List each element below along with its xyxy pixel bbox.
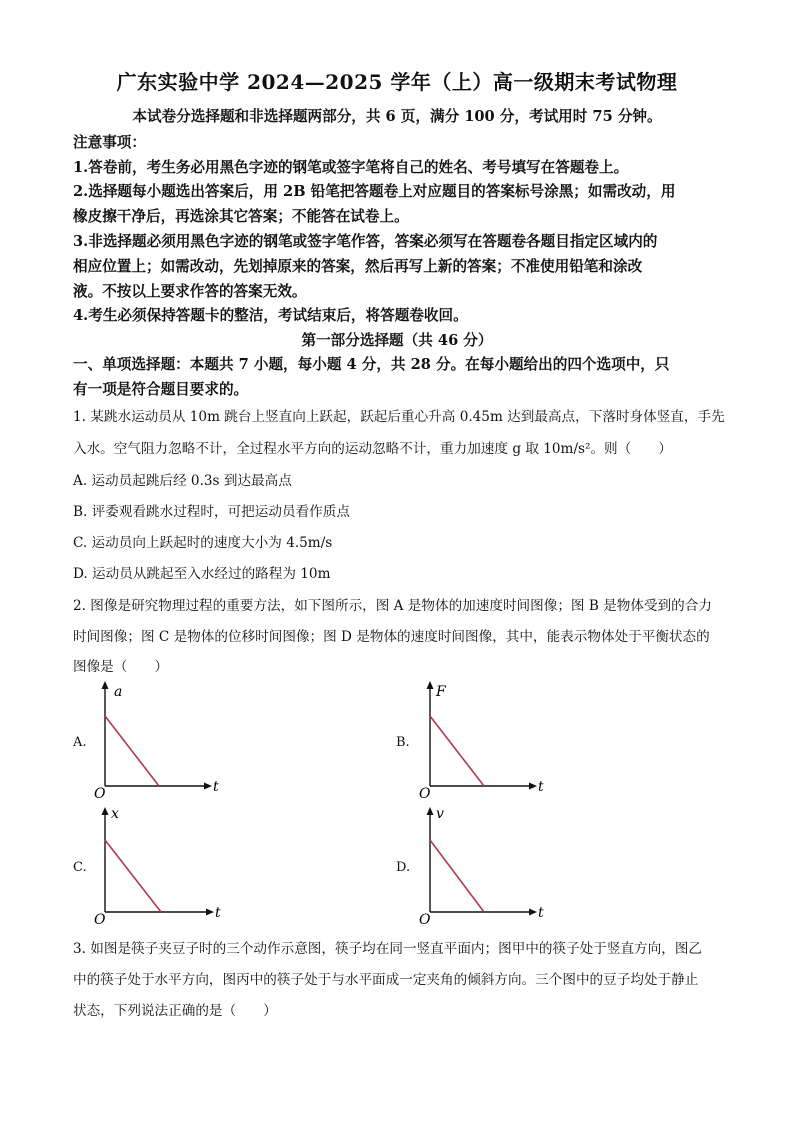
graph-b bbox=[413, 680, 553, 800]
section-heading-line: 有一项是符合题目要求的。 bbox=[73, 381, 249, 398]
notice-line: 液。不按以上要求作答的答案无效。 bbox=[73, 283, 307, 300]
q1-option-a: A. 运动员起跳后经 0.3s 到达最高点 bbox=[73, 473, 292, 489]
graph-y-label: v bbox=[436, 806, 444, 822]
notice-line: 相应位置上；如需改动，先划掉原来的答案，然后再写上新的答案；不准使用铅笔和涂改 bbox=[73, 258, 643, 275]
graph-origin-label: O bbox=[419, 912, 431, 926]
notice-line: 橡皮擦干净后，再选涂其它答案；不能答在试卷上。 bbox=[73, 208, 409, 225]
q1-stem-line: 1. 某跳水运动员从 10m 跳台上竖直向上跃起，跃起后重心升高 0.45m 达到最高点，下落时身体竖直，手先 bbox=[73, 409, 725, 425]
graph-line bbox=[105, 716, 159, 786]
graph-y-arrow bbox=[102, 681, 109, 689]
graph-x-label: t bbox=[215, 905, 221, 921]
graph-x-arrow bbox=[529, 783, 537, 790]
q2-stem-line: 时间图像；图 C 是物体的位移时间图像；图 D 是物体的速度时间图像，其中，能表示物体处于平衡状态的 bbox=[73, 629, 710, 645]
graph-x-arrow bbox=[206, 909, 214, 916]
graph-x-label: t bbox=[538, 779, 544, 795]
notice-heading: 注意事项： bbox=[73, 134, 146, 151]
graph-origin-label: O bbox=[419, 786, 431, 800]
graph-x-label: t bbox=[538, 905, 544, 921]
graph-y-label: a bbox=[114, 684, 123, 700]
q3-stem-line: 3. 如图是筷子夹豆子时的三个动作示意图，筷子均在同一竖直平面内；图甲中的筷子处于竖直方向，图乙 bbox=[73, 941, 703, 957]
graph-origin-label: O bbox=[94, 912, 106, 926]
exam-title: 广东实验中学 2024—2025 学年（上）高一级期末考试物理 bbox=[116, 70, 678, 94]
graph-y-arrow bbox=[427, 681, 434, 689]
graph-y-arrow bbox=[427, 807, 434, 815]
section-heading-line: 一、单项选择题：本题共 7 小题，每小题 4 分，共 28 分。在每小题给出的四个选项中，只 bbox=[73, 356, 670, 373]
graph-line bbox=[105, 840, 161, 912]
graph-a-option-label: A. bbox=[73, 735, 87, 750]
graph-x-arrow bbox=[529, 909, 537, 916]
graph-d-option-label: D. bbox=[396, 860, 411, 875]
q1-option-c: C. 运动员向上跃起时的速度大小为 4.5m/s bbox=[73, 535, 333, 551]
graph-d bbox=[413, 804, 553, 926]
graph-y-arrow bbox=[102, 807, 109, 815]
q1-option-d: D. 运动员从跳起至入水经过的路程为 10m bbox=[73, 566, 331, 582]
q3-stem-line: 中的筷子处于水平方向，图丙中的筷子处于与水平面成一定夹角的倾斜方向。三个图中的豆子均处于静止 bbox=[73, 972, 699, 988]
q2-stem-line: 2. 图像是研究物理过程的重要方法，如下图所示，图 A 是物体的加速度时间图像；图 B 是物体受到的合力 bbox=[73, 598, 712, 614]
graph-x-label: t bbox=[213, 779, 219, 795]
graph-y-label: x bbox=[111, 806, 119, 822]
graph-y-label: F bbox=[436, 684, 446, 700]
graph-origin-label: O bbox=[94, 786, 106, 800]
notice-line: 1.答卷前，考生务必用黑色字迹的钢笔或签字笔将自己的姓名、考号填写在答题卷上。 bbox=[73, 159, 629, 176]
graph-a bbox=[88, 680, 228, 800]
graph-x-arrow bbox=[204, 783, 212, 790]
q2-stem-line: 图像是（ ） bbox=[73, 659, 169, 675]
graph-c-option-label: C. bbox=[73, 860, 87, 875]
graph-line bbox=[430, 840, 484, 912]
notice-line: 4.考生必须保持答题卡的整洁，考试结束后，将答题卷收回。 bbox=[73, 307, 468, 324]
graph-c bbox=[88, 804, 228, 926]
graph-b-option-label: B. bbox=[396, 735, 410, 750]
q1-stem-line: 入水。空气阻力忽略不计，全过程水平方向的运动忽略不计，重力加速度 g 取 10m/s²。则（ ） bbox=[73, 441, 673, 457]
notice-line: 2.选择题每小题选出答案后，用 2B 铅笔把答题卷上对应题目的答案标号涂黑；如需改动，用 bbox=[73, 183, 676, 200]
notice-line: 3.非选择题必须用黑色字迹的钢笔或签字笔作答，答案必须写在答题卷各题目指定区域内的 bbox=[73, 233, 658, 250]
graph-line bbox=[430, 716, 484, 786]
q3-stem-line: 状态，下列说法正确的是（ ） bbox=[73, 1003, 277, 1019]
q1-option-b: B. 评委观看跳水过程时，可把运动员看作质点 bbox=[73, 504, 350, 520]
exam-subtitle: 本试卷分选择题和非选择题两部分，共 6 页，满分 100 分，考试用时 75 分钟。 bbox=[132, 108, 662, 125]
part1-heading: 第一部分选择题（共 46 分） bbox=[301, 332, 493, 349]
